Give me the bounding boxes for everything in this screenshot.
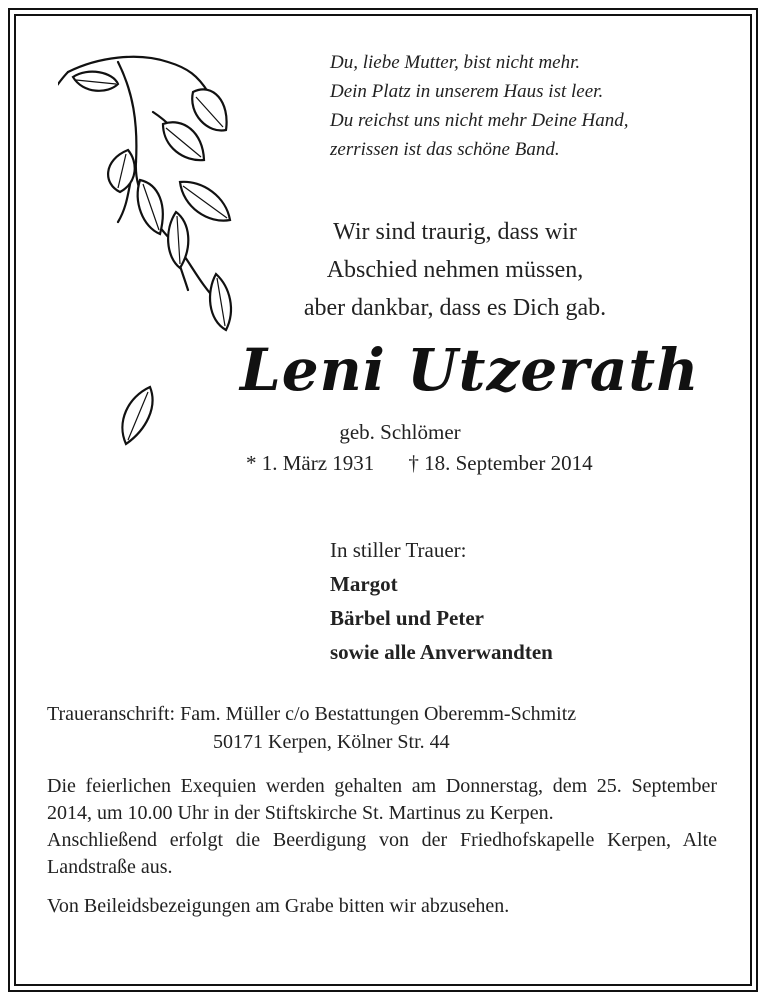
birth-date: * 1. März 1931 [246, 451, 375, 475]
condolence-note: Von Beileidsbezeigungen am Grabe bitten wir abzusehen. [47, 895, 510, 917]
life-dates [246, 451, 593, 476]
quote-line: Wir sind traurig, dass wir [333, 219, 577, 245]
mourning-quote [240, 213, 670, 327]
mourners-block [330, 533, 553, 669]
mourner-name: sowie alle Anverwandten [330, 640, 553, 664]
quote-line: aber dankbar, dass es Dich gab. [303, 295, 607, 321]
address-line-2: 50171 Kerpen, Kölner Str. 44 [213, 731, 450, 753]
burial-details: Anschließend erfolgt die Beerdigung von der Friedhofskapelle Kerpen, Alte Landstraße aus. [47, 829, 717, 878]
quote-line: Abschied nehmen müssen, [326, 257, 584, 283]
poem-line: Du, liebe Mutter, bist nicht mehr. [330, 52, 581, 73]
mourners-intro: In stiller Trauer: [330, 538, 467, 562]
poem-line: Du reichst uns nicht mehr Deine Hand, [330, 110, 629, 131]
poem [330, 48, 629, 164]
death-date: † 18. September 2014 [408, 451, 593, 475]
service-details: Die feierlichen Exequien werden gehalten am Donnerstag, dem 25. September 2014, um 10.00 Uhr in der Stiftskirche St. Martinus zu Kerpen. [47, 775, 717, 824]
leaves [73, 72, 231, 444]
deceased-name: Leni Utzerath [240, 336, 700, 404]
birch-branch-illustration [58, 52, 258, 472]
mourning-address [47, 700, 576, 756]
poem-line: zerrissen ist das schöne Band. [330, 139, 560, 160]
poem-line: Dein Platz in unserem Haus ist leer. [330, 81, 604, 102]
funeral-info [47, 773, 717, 920]
mourner-name: Bärbel und Peter [330, 606, 484, 630]
address-line-1: Traueranschrift: Fam. Müller c/o Bestattungen Oberemm-Schmitz [47, 703, 577, 725]
maiden-name: geb. Schlömer [339, 420, 461, 444]
mourner-name: Margot [330, 572, 398, 596]
